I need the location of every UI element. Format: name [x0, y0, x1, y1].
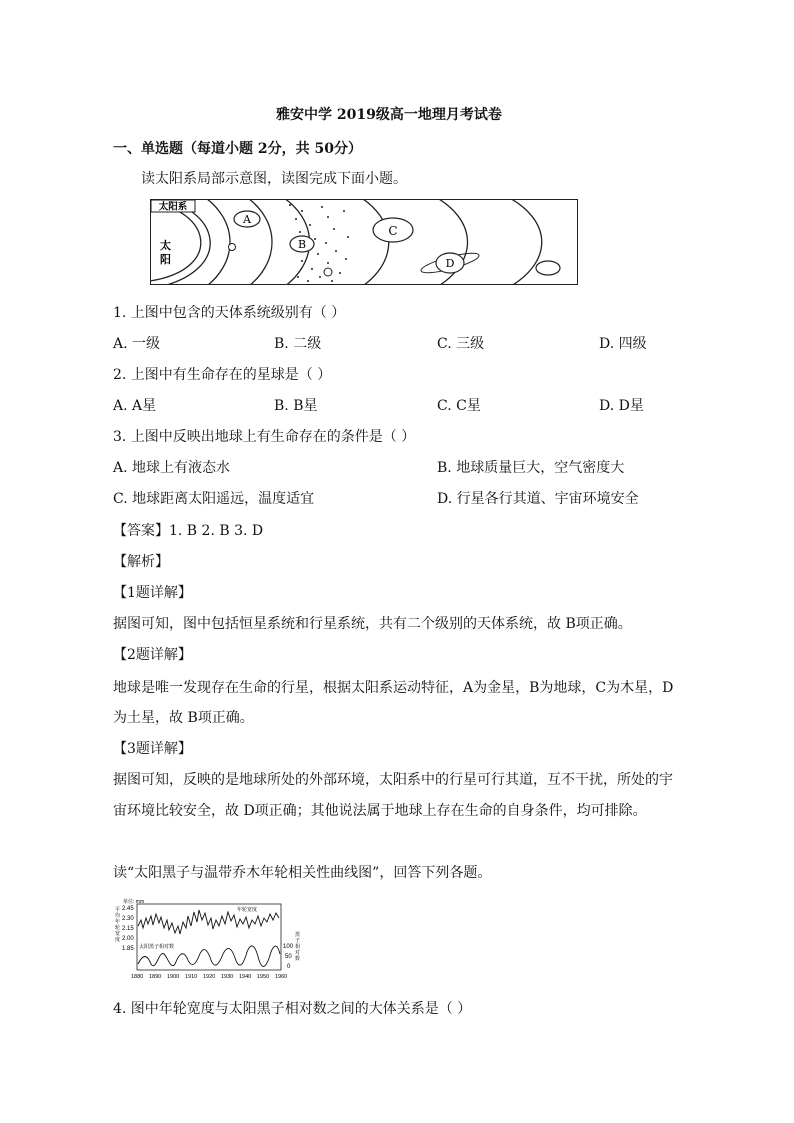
sun-label-1: 太 [160, 240, 171, 252]
x-tick: 1950 [257, 974, 270, 980]
sun-label-2: 阳 [160, 254, 171, 266]
question-4-stem: 4. 图中年轮宽度与太阳黑子相对数之间的大体关系是（ ） [113, 1001, 472, 1017]
x-tick: 1900 [167, 974, 180, 980]
detail-3-line-1: 据图可知，反映的是地球所处的外部环境，太阳系中的行星可行其道，互不干扰，所处的宇 [113, 772, 673, 788]
detail-3-heading: 【3题详解】 [113, 741, 192, 757]
detail-2-heading: 【2题详解】 [113, 647, 192, 663]
detail-1-body: 据图可知，图中包括恒星系统和行星系统，共有二个级别的天体系统，故 B项正确。 [113, 616, 632, 632]
question-3-option-c: C. 地球距离太阳遥远，温度适宜 [113, 491, 315, 507]
solar-system-label: 太阳系 [158, 201, 188, 213]
left-tick: 2.00 [122, 936, 134, 942]
section-heading: 一、单选题（每道小题 2分，共 50分） [113, 141, 362, 157]
svg-text:年: 年 [115, 919, 121, 925]
x-tick: 1920 [203, 974, 216, 980]
question-3-option-b: B. 地球质量巨大，空气密度大 [437, 460, 625, 476]
question-2-stem: 2. 上图中有生命存在的星球是（ ） [113, 367, 332, 383]
svg-text:宽: 宽 [115, 931, 121, 937]
left-tick: 2.15 [122, 926, 134, 932]
question-1-stem: 1. 上图中包含的天体系统级别有（ ） [113, 305, 346, 321]
detail-3-line-2: 宙环境比较安全，故 D项正确；其他说法属于地球上存在生命的自身条件，均可排除。 [113, 803, 647, 819]
intro-text-2: 读“太阳黑子与温带乔木年轮相关性曲线图”，回答下列各题。 [113, 865, 492, 881]
question-2-option-c: C. C星 [437, 398, 481, 414]
x-tick: 1930 [221, 974, 234, 980]
right-tick: 50 [285, 954, 292, 960]
planet-c-label: C [388, 224, 398, 238]
planet-mars [324, 268, 332, 276]
planet-uranus [536, 261, 560, 275]
svg-text:平: 平 [115, 907, 121, 913]
right-tick: 0 [287, 964, 291, 970]
solar-system-figure [150, 199, 578, 285]
question-3-option-d: D. 行星各行其道、宇宙环境安全 [437, 491, 639, 507]
right-axis-title [295, 931, 301, 962]
x-tick: 1890 [149, 974, 162, 980]
question-2-option-d: D. D星 [599, 398, 644, 414]
svg-text:度: 度 [115, 937, 121, 943]
question-1-option-a: A. 一级 [113, 336, 161, 352]
planet-b-label: B [297, 238, 307, 251]
unit-label: 单位: mm [123, 899, 145, 905]
left-axis-ticks [122, 906, 134, 952]
svg-text:均: 均 [115, 913, 121, 919]
question-1-option-d: D. 四级 [599, 336, 647, 352]
x-tick: 1880 [131, 974, 144, 980]
svg-text:子: 子 [295, 938, 301, 944]
answer-line: 【答案】1. B 2. B 3. D [113, 523, 264, 539]
page-title: 雅安中学 2019级高一地理月考试卷 [276, 107, 502, 123]
x-axis-ticks [131, 974, 287, 980]
intro-text: 读太阳系局部示意图，读图完成下面小题。 [141, 171, 407, 187]
tree-ring-series [138, 910, 279, 934]
planet-a-label: A [243, 213, 251, 226]
question-3-stem: 3. 上图中反映出地球上有生命存在的条件是（ ） [113, 429, 416, 445]
question-1-option-c: C. 三级 [437, 336, 485, 352]
sunspot-label: 太阳黑子相对数 [139, 944, 175, 950]
question-2-option-b: B. B星 [274, 398, 318, 414]
planet-d-label: D [445, 257, 455, 270]
sunspot-tree-ring-chart [113, 898, 303, 980]
left-tick: 2.45 [122, 906, 134, 912]
svg-text:黑: 黑 [295, 932, 301, 938]
svg-text:对: 对 [295, 950, 301, 956]
x-tick: 1940 [239, 974, 252, 980]
analysis-heading: 【解析】 [113, 554, 169, 570]
x-tick: 1960 [275, 974, 288, 980]
left-tick: 2.30 [122, 916, 134, 922]
detail-1-heading: 【1题详解】 [113, 585, 192, 601]
right-axis-ticks [283, 944, 294, 970]
right-tick: 100 [283, 944, 294, 950]
svg-text:相: 相 [295, 944, 301, 950]
question-1-option-b: B. 二级 [274, 336, 322, 352]
detail-2-line-2: 为土星，故 B项正确。 [113, 710, 254, 726]
svg-text:轮: 轮 [115, 925, 121, 931]
question-3-option-a: A. 地球上有液态水 [113, 460, 231, 476]
detail-2-line-1: 地球是唯一发现存在生命的行星，根据太阳系运动特征，A为金星，B为地球，C为木星，D [113, 680, 674, 696]
svg-text:数: 数 [295, 956, 301, 962]
planet-mercury [229, 244, 236, 251]
question-2-option-a: A. A星 [113, 398, 157, 414]
left-tick: 1.85 [122, 946, 134, 952]
left-axis-title [115, 906, 120, 943]
x-tick: 1910 [185, 974, 198, 980]
tree-ring-label: 年轮宽度 [237, 907, 258, 913]
